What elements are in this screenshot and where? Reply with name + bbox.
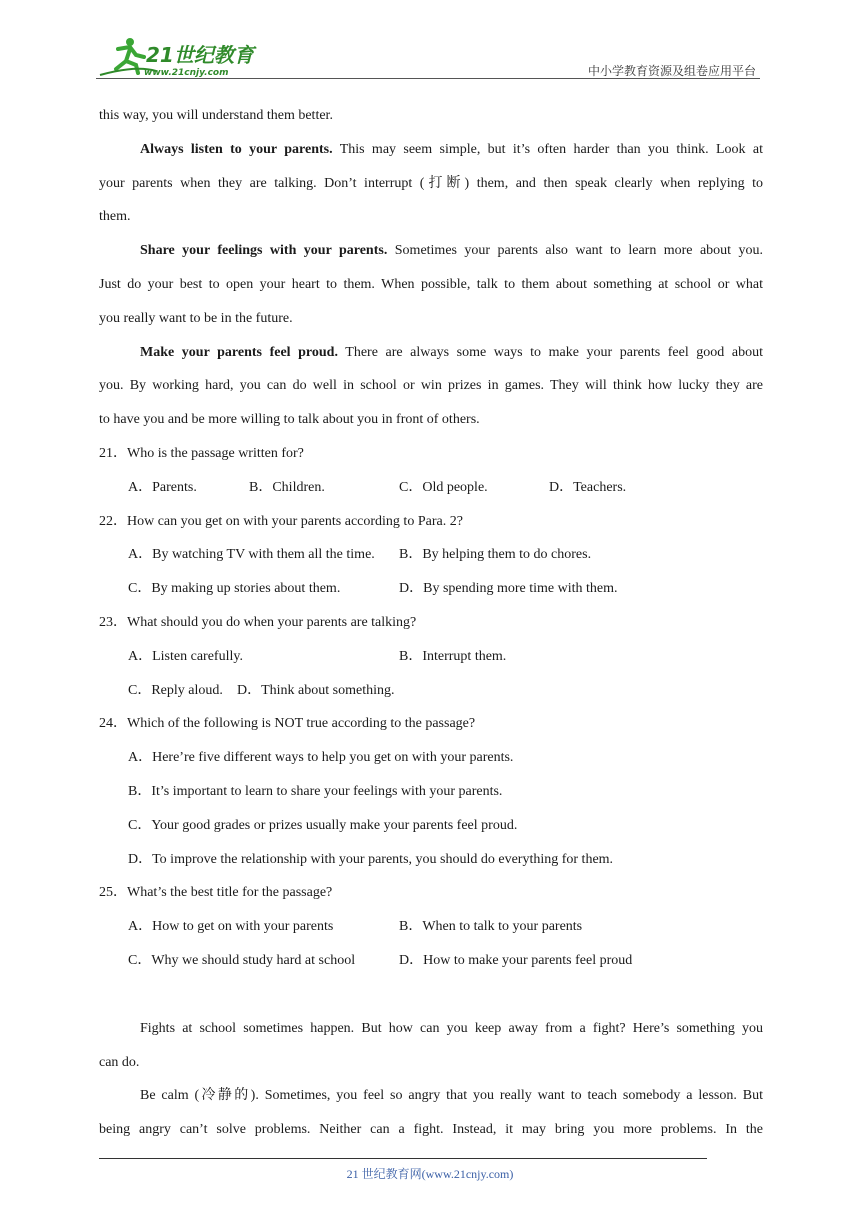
footer-source: 21 世纪教育网(www.21cnjy.com) bbox=[346, 1167, 514, 1181]
passage2-p2-line1: Be calm (冷静的). Sometimes, you feel so angry that you really want to teach somebody a lesson. But bbox=[140, 1088, 763, 1104]
option-a: A．How to get on with your parents bbox=[128, 919, 334, 935]
platform-title: 中小学教育资源及组卷应用平台 bbox=[587, 64, 756, 78]
heading-share: Share your feelings with your parents. bbox=[140, 243, 388, 259]
option-d: D．To improve the relationship with your parents, you should do everything for them. bbox=[128, 851, 614, 867]
question-22-stem: 22．How can you get on with your parents according to Para. 2? bbox=[99, 513, 463, 529]
option-a: A．By watching TV with them all the time. bbox=[128, 547, 375, 563]
option-b: B．It’s important to learn to share your feelings with your parents. bbox=[128, 783, 503, 799]
question-21-stem: 21．Who is the passage written for? bbox=[99, 445, 304, 461]
site-logo bbox=[96, 35, 266, 79]
option-a: A．Here’re five different ways to help you get on with your parents. bbox=[128, 750, 514, 766]
svg-text:www.21cnjy.com: www.21cnjy.com bbox=[144, 68, 229, 78]
option-b: B．Interrupt them. bbox=[399, 648, 507, 664]
paragraph-share-line2: Just do your best to open your heart to them. When possible, talk to them about something at school or what bbox=[99, 276, 763, 292]
footer-divider bbox=[99, 1158, 707, 1159]
section-gap bbox=[99, 978, 763, 1012]
passage2-p1-line2: can do. bbox=[99, 1054, 140, 1070]
option-c: C．Your good grades or prizes usually make your parents feel proud. bbox=[128, 817, 518, 833]
paragraph-share-line3: you really want to be in the future. bbox=[99, 310, 293, 326]
option-c: C．Why we should study hard at school bbox=[128, 952, 356, 968]
option-d: D．Teachers. bbox=[549, 479, 627, 495]
option-a: A．Parents. bbox=[128, 479, 197, 495]
question-23-options-row1 bbox=[99, 640, 763, 674]
paragraph-share-line1: Share your feelings with your parents. Sometimes your parents also want to learn more about you. bbox=[140, 243, 763, 259]
paragraph-proud-line3: to have you and be more willing to talk about you in front of others. bbox=[99, 412, 480, 428]
document-body bbox=[99, 99, 763, 1147]
option-c: C．By making up stories about them. bbox=[128, 581, 341, 597]
heading-proud: Make your parents feel proud. bbox=[140, 344, 338, 360]
option-b: B．By helping them to do chores. bbox=[399, 547, 592, 563]
paragraph-listen-line1: Always listen to your parents. This may seem simple, but it’s often harder than you think. Look at bbox=[140, 141, 764, 157]
option-c: C．Old people. bbox=[399, 479, 488, 495]
paragraph-proud-line1: Make your parents feel proud. There are always some ways to make your parents feel good about bbox=[140, 344, 763, 360]
question-25-options-row2 bbox=[99, 944, 763, 978]
question-23-options-row2 bbox=[99, 674, 763, 708]
option-d: D．By spending more time with them. bbox=[399, 581, 618, 597]
paragraph-listen-line2: your parents when they are talking. Don’t interrupt (打断) them, and then speak clearly when replying to bbox=[99, 175, 763, 191]
header-divider bbox=[96, 78, 760, 79]
option-b: B．Children. bbox=[249, 479, 325, 495]
option-c: C．Reply aloud. bbox=[128, 682, 223, 698]
paragraph-listen-line3: them. bbox=[99, 209, 131, 225]
question-25-stem: 25．What’s the best title for the passage? bbox=[99, 885, 333, 901]
passage2-p2-line2: being angry can’t solve problems. Neither can a fight. Instead, it may bring you more problems. In the bbox=[99, 1122, 763, 1138]
heading-listen: Always listen to your parents. bbox=[140, 141, 333, 157]
option-a: A．Listen carefully. bbox=[128, 648, 243, 664]
question-22-options-row2 bbox=[99, 572, 763, 606]
question-21-options bbox=[99, 471, 763, 505]
passage-line: this way, you will understand them better. bbox=[99, 108, 333, 123]
question-22-options-row1 bbox=[99, 538, 763, 572]
svg-text:21世纪教育: 21世纪教育 bbox=[146, 43, 254, 67]
passage2-p1-line1: Fights at school sometimes happen. But how can you keep away from a fight? Here’s something you bbox=[140, 1020, 763, 1036]
page-header bbox=[96, 30, 760, 80]
option-b: B．When to talk to your parents bbox=[399, 919, 583, 935]
paragraph-proud-line2: you. By working hard, you can do well in school or win prizes in games. They will think how lucky they are bbox=[99, 378, 763, 394]
option-d: D．How to make your parents feel proud bbox=[399, 952, 633, 968]
option-d: D．Think about something. bbox=[237, 682, 395, 698]
question-23-stem: 23．What should you do when your parents are talking? bbox=[99, 614, 417, 630]
question-25-options-row1 bbox=[99, 910, 763, 944]
question-24-stem: 24．Which of the following is NOT true according to the passage? bbox=[99, 716, 476, 732]
